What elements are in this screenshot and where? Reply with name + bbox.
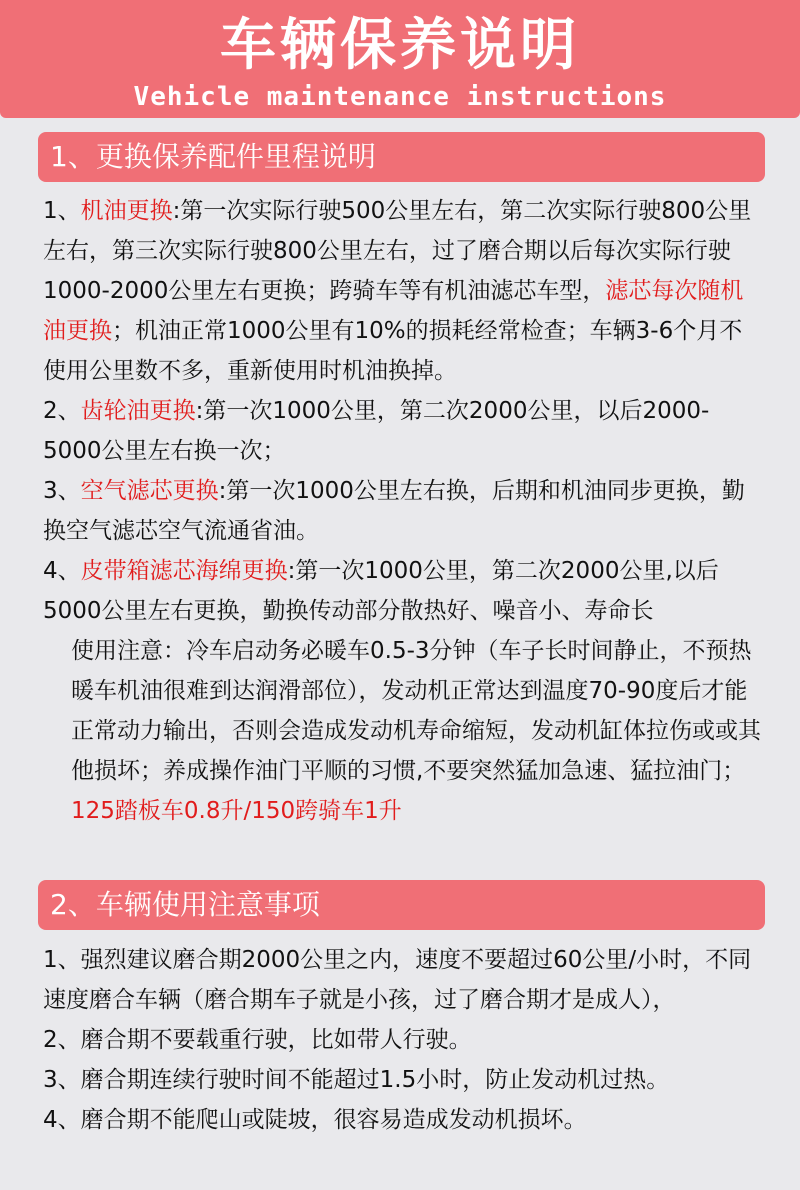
highlight-oil-capacity: 125踏板车0.8升/150跨骑车1升 [71,798,402,824]
item-number: 4、 [43,558,81,584]
paragraph-gear-oil [43,391,765,471]
page-subtitle: Vehicle maintenance instructions [133,82,667,112]
paragraph-belt-filter [43,551,765,631]
highlight-filter-change: 滤芯每次随机油更换 [43,278,744,344]
list-item: 1、强烈建议磨合期2000公里之内，速度不要超过60公里/小时，不同速度磨合车辆（磨合期车子就是小孩，过了磨合期才是成人）， [43,947,752,1013]
paragraph-text: ；机油正常1000公里有10%的损耗经常检查；车辆3-6个月不使用公里数不多，重新使用时机油换掉。 [43,318,743,384]
section-body-parts-mileage [43,191,765,831]
paragraph-text: :第一次1000公里，第二次2000公里,以后5000公里左右更换，勤换传动部分散热好、噪音小、寿命长 [43,558,719,624]
section-body-usage-notes [43,940,765,1140]
item-number: 2、 [43,398,81,424]
item-number: 1、 [43,198,81,224]
paragraph-oil-change [43,191,765,391]
list-item: 4、磨合期不能爬山或陡坡，很容易造成发动机损坏。 [43,1107,587,1133]
paragraph-text: :第一次1000公里左右换，后期和机油同步更换，勤换空气滤芯空气流通省油。 [43,478,745,544]
highlight-air-filter: 空气滤芯更换 [80,478,219,504]
paragraph-air-filter [43,471,765,551]
section-number: 2、 [50,888,96,921]
highlight-belt-filter: 皮带箱滤芯海绵更换 [80,558,288,584]
section-title: 更换保养配件里程说明 [95,140,376,173]
item-number: 3、 [43,478,81,504]
section-title: 车辆使用注意事项 [95,888,320,921]
section-header-parts-mileage [38,132,765,182]
highlight-gear-oil: 齿轮油更换 [80,398,196,424]
paragraph-text: 使用注意：冷车启动务必暖车0.5-3分钟（车子长时间静止，不预热暖车机油很难到达润滑部位），发动机正常达到温度70-90度后才能正常动力输出，否则会造成发动机寿命缩短，发动机缸体拉伤或或其他损坏；养成操作油门平顺的习惯,不要突然猛加急速、猛拉油门； [71,638,761,784]
paragraph-text: :第一次实际行驶500公里左右，第二次实际行驶800公里左右，第三次实际行驶800公里左右，过了磨合期以后每次实际行驶1000-2000公里左右更换；跨骑车等有机油滤芯车型， [43,198,752,304]
list-item: 3、磨合期连续行驶时间不能超过1.5小时，防止发动机过热。 [43,1067,670,1093]
list-item: 2、磨合期不要载重行驶，比如带人行驶。 [43,1027,472,1053]
section-header-usage-notes [38,880,765,930]
paragraph-text: :第一次1000公里，第二次2000公里，以后2000-5000公里左右换一次； [43,398,710,464]
highlight-oil-change: 机油更换 [80,198,173,224]
page-title: 车辆保养说明 [220,13,580,78]
section-number: 1、 [50,140,96,173]
paragraph-usage-note [43,631,765,831]
page-header [0,0,800,118]
